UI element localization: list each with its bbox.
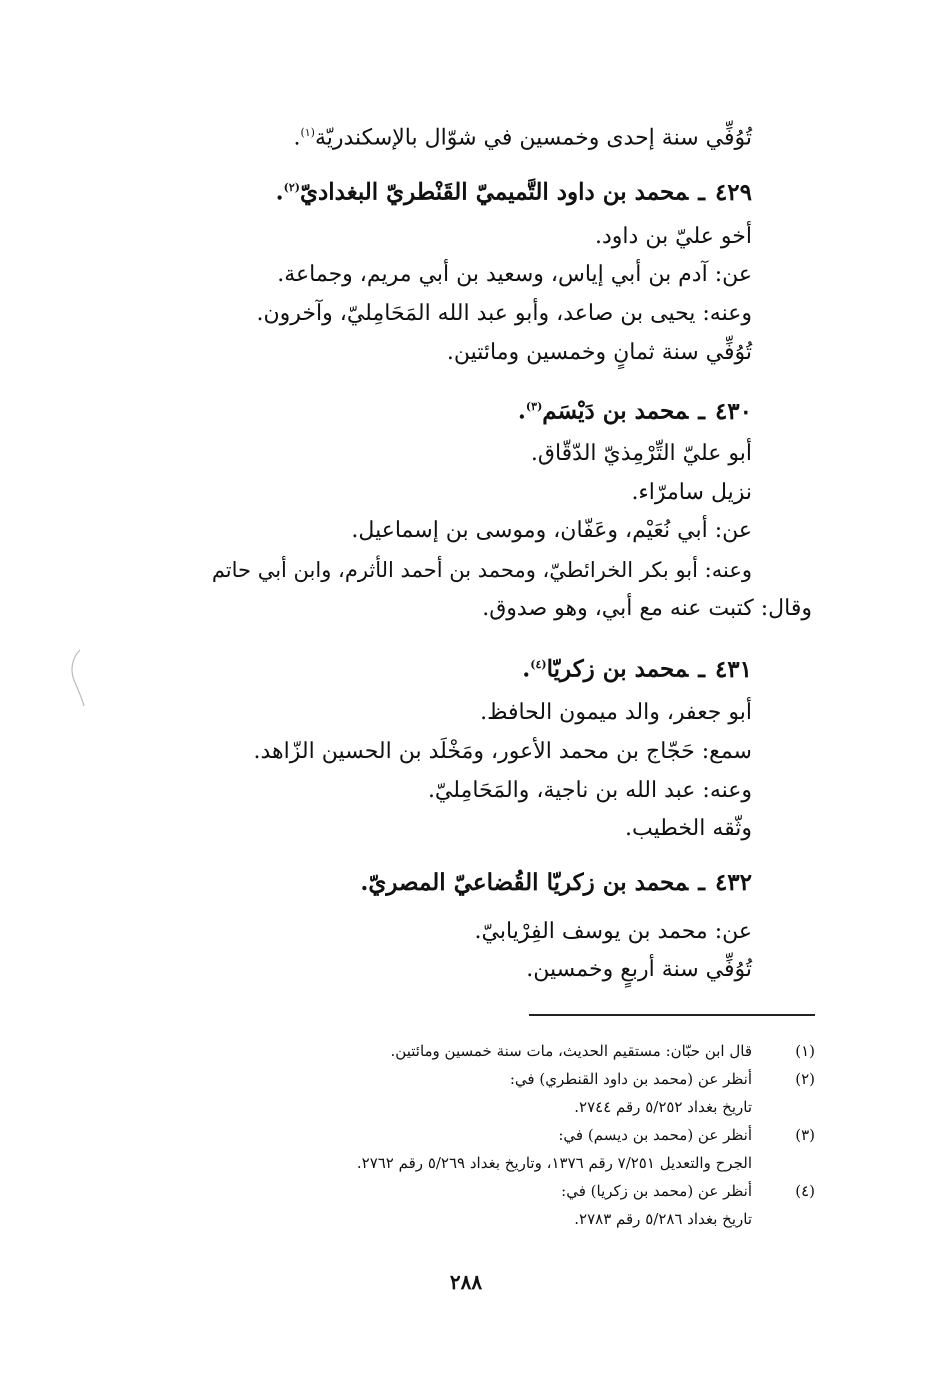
footnote-ref: (١) [300, 126, 315, 139]
body-line: عن: محمد بن يوسف الفِرْيابيّ. [474, 919, 752, 944]
footnote-line: قال ابن حبّان: مستقيم الحديث، مات سنة خمسين ومائتين. [390, 1042, 752, 1060]
entry-title: محمد بن دَيْسَم [542, 397, 689, 425]
entry-dash: ـ [698, 397, 705, 425]
entry-number: ٤٣٢ [714, 869, 752, 896]
body-line: وعنه: عبد الله بن ناجية، والمَحَامِليّ. [427, 778, 752, 803]
body-line: عن: أبي نُعَيْم، وعَفّان، وموسى بن إسماعيل. [351, 518, 752, 543]
footnote-ref: (٣) [525, 400, 543, 413]
scan-mark [66, 648, 90, 708]
period: . [517, 397, 526, 425]
body-line: وعنه: يحيى بن صاعد، وأبو عبد الله المَحَامِليّ، وآخرون. [256, 301, 752, 326]
line-text: تُوُفِّي سنة إحدى وخمسين في شوّال بالإسكندريّة [314, 125, 752, 151]
footnote-number: (٤) [795, 1182, 815, 1200]
body-line: وثّقه الخطيب. [625, 816, 752, 841]
footnote-number: (٣) [795, 1126, 815, 1144]
body-line: عن: آدم بن أبي إياس، وسعيد بن أبي مريم، وجماعة. [277, 262, 752, 287]
footnote-line: أنظر عن (محمد بن داود القنطري) في: [509, 1070, 752, 1088]
period: . [522, 655, 531, 683]
body-line [293, 116, 752, 155]
footnote-line: أنظر عن (محمد بن زكريا) في: [561, 1182, 752, 1200]
footnote-number: (١) [795, 1042, 815, 1060]
entry-dash: ـ [698, 869, 705, 896]
footnote-line: تاريخ بغداد ٥/٢٥٢ رقم ٢٧٤٤. [574, 1098, 752, 1116]
footnote-ref: (٢) [283, 181, 301, 194]
entry-heading-432 [360, 866, 752, 900]
body-line: وعنه: أبو بكر الخرائطيّ، ومحمد بن أحمد الأثرم، وابن أبي حاتم [211, 558, 752, 582]
entry-heading-431 [522, 648, 752, 687]
entry-title: محمد بن داود التَّميميّ القَنْطريّ البغداديّ [300, 178, 689, 206]
footnote-line: تاريخ بغداد ٥/٢٨٦ رقم ٢٧٨٣. [574, 1210, 752, 1228]
body-line: أبو جعفر، والد ميمون الحافظ. [480, 700, 752, 725]
footnote-number: (٢) [795, 1070, 815, 1088]
footnote-separator [529, 1014, 815, 1016]
body-line: تُوُفِّي سنة ثمانٍ وخمسين ومائتين. [446, 340, 752, 365]
page-number: ٢٨٨ [449, 1270, 483, 1294]
entry-heading-430 [518, 390, 752, 429]
body-line: أبو عليّ التِّرْمِذيّ الدّقّاق. [530, 441, 752, 466]
entry-dash: ـ [698, 178, 705, 206]
body-line: أخو عليّ بن داود. [595, 224, 752, 249]
entry-dash: ـ [698, 655, 705, 683]
entry-title: محمد بن زكريّا [546, 655, 689, 683]
body-line: تُوُفِّي سنة أربعٍ وخمسين. [526, 957, 752, 982]
entry-number: ٤٣٠ [714, 397, 752, 425]
footnote-line: أنظر عن (محمد بن ديسم) في: [558, 1126, 752, 1144]
body-line: وقال: كتبت عنه مع أبي، وهو صدوق. [482, 596, 812, 621]
body-line: نزيل سامرّاء. [631, 480, 752, 505]
period: . [275, 178, 284, 206]
body-line: سمع: حَجّاج بن محمد الأعور، ومَخْلَد بن الحسين الزّاهد. [253, 739, 752, 764]
entry-title: محمد بن زكريّا القُضاعيّ المصريّ. [360, 869, 689, 896]
entry-number: ٤٣١ [714, 655, 752, 683]
footnote-ref: (٤) [530, 658, 547, 671]
entry-heading-429 [276, 171, 752, 210]
entry-number: ٤٢٩ [714, 178, 752, 206]
footnote-line: الجرح والتعديل ٧/٢٥١ رقم ١٣٧٦، وتاريخ بغداد ٥/٢٦٩ رقم ٢٧٦٢. [356, 1154, 752, 1172]
period: . [293, 125, 301, 151]
